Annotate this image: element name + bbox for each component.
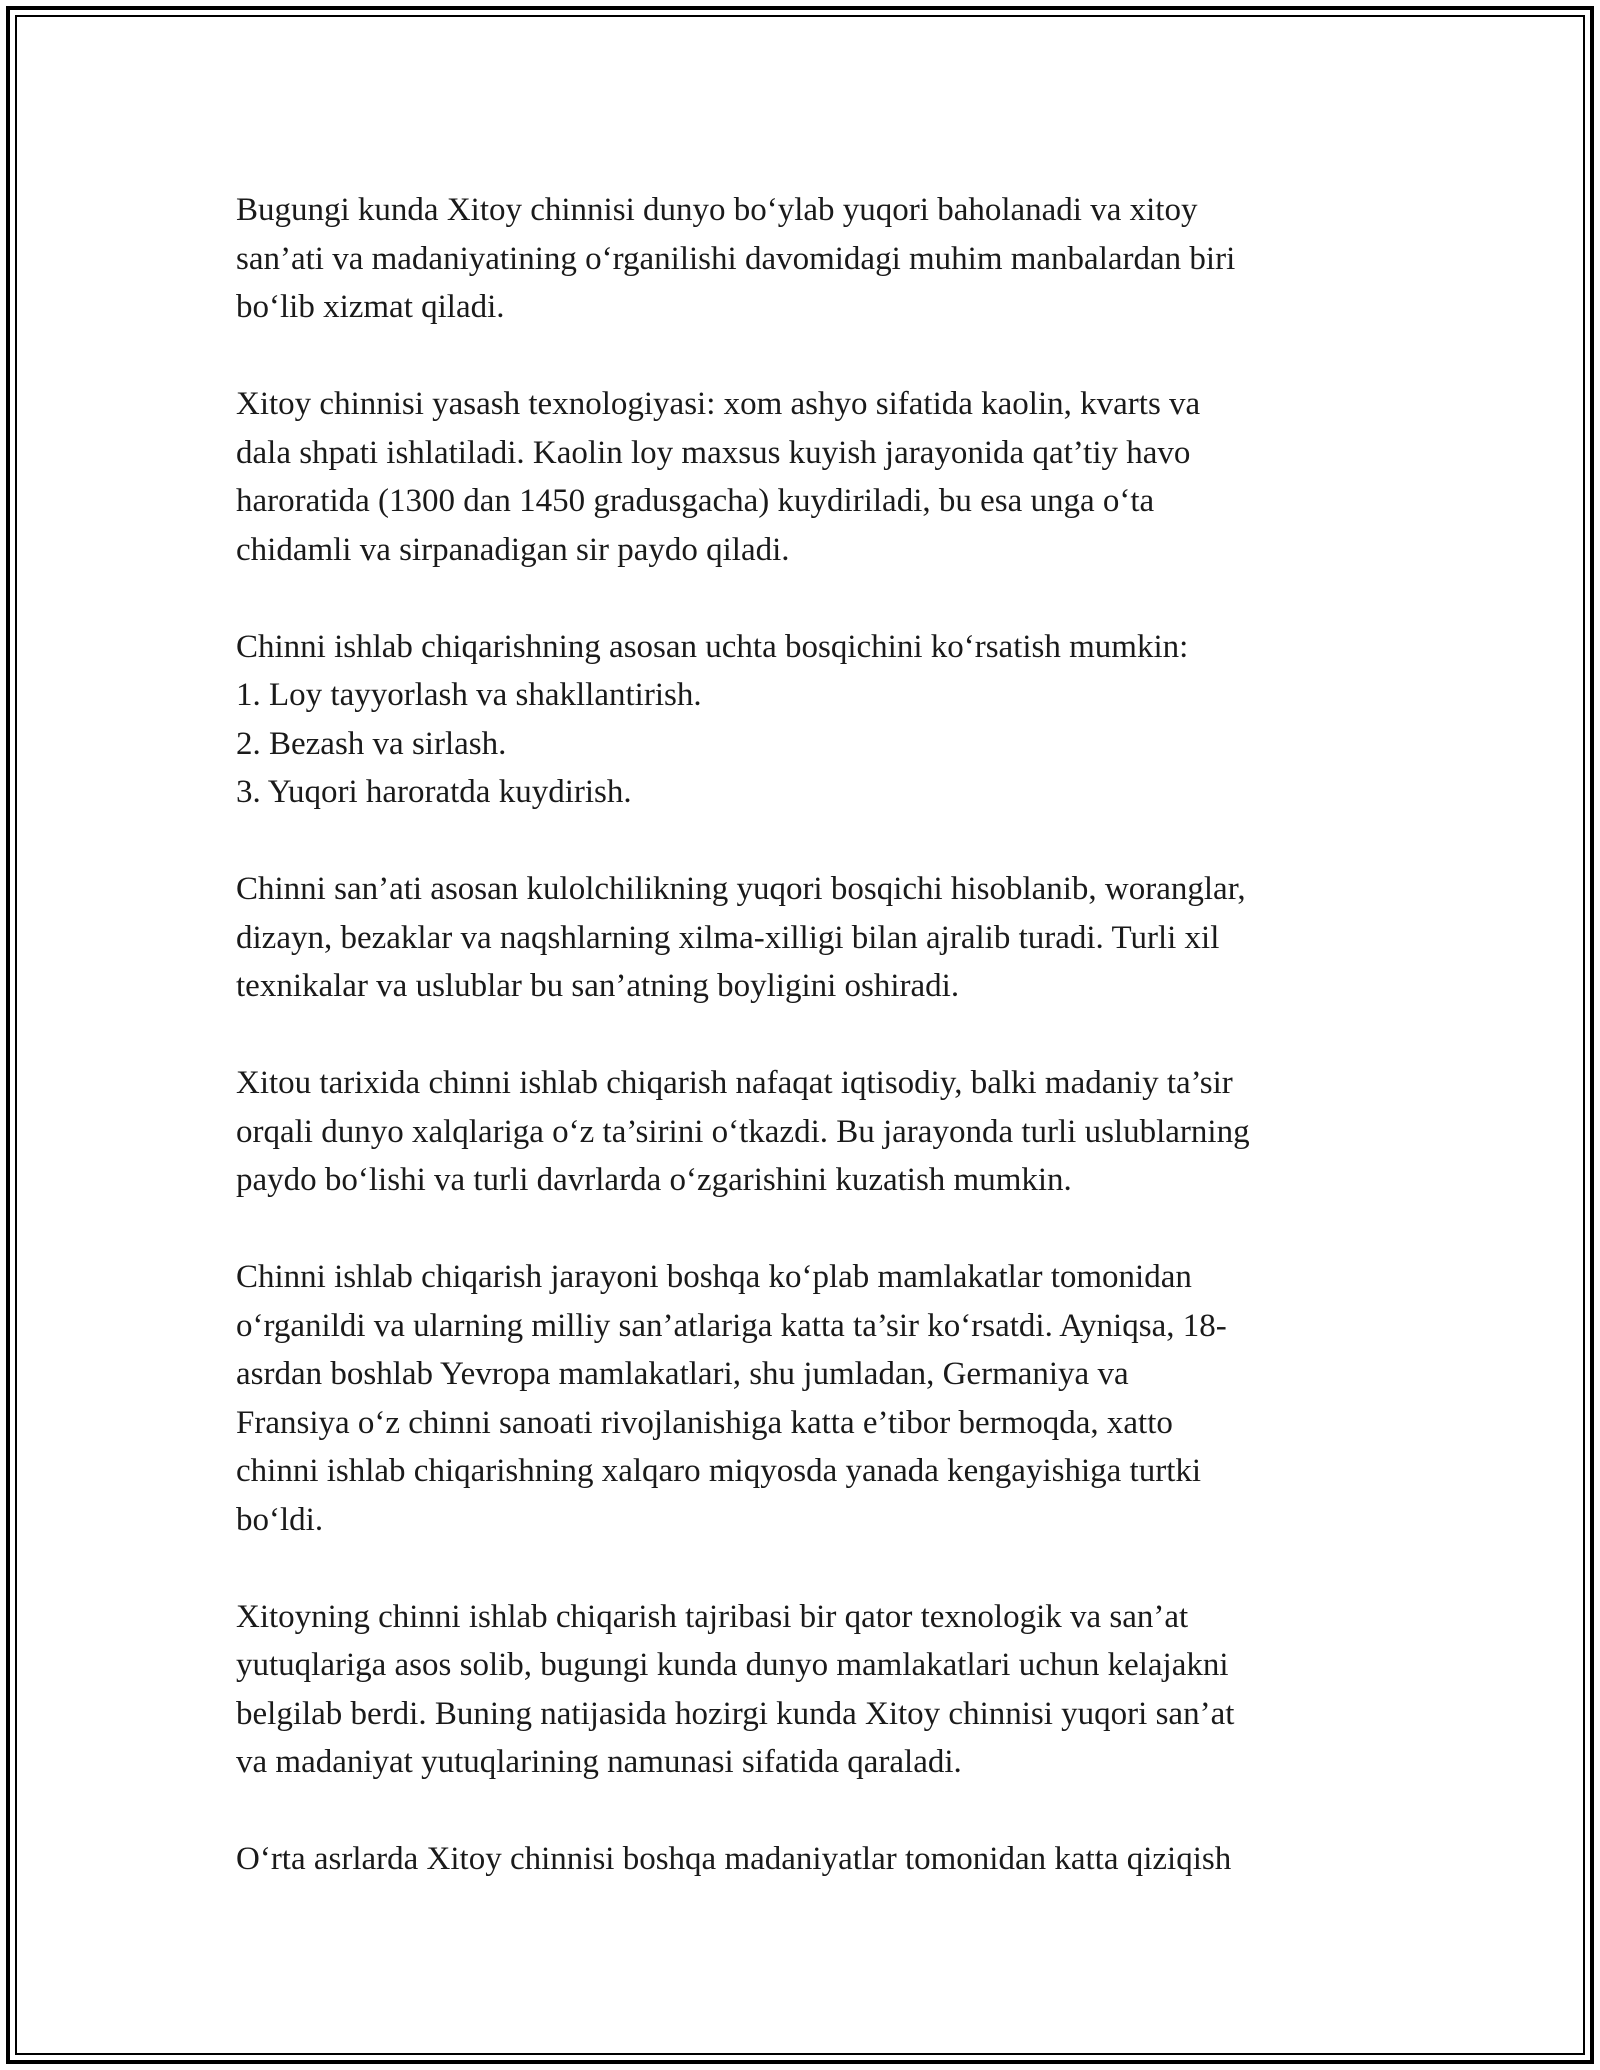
paragraph-6: Chinni ishlab chiqarish jarayoni boshqa ko‘plab mamlakatlar tomonidan o‘rganildi va ularning milliy san’atlariga katta ta’sir ko‘rsatdi. Ayniqsa, 18- asrdan boshlab Yevropa mamlakatlari, shu jumladan, Germaniya va Fransiya o‘z chinni sanoati rivojlanishiga katta e’tibor bermoqda, xatto chinni ishlab chiqarishning xalqaro miqyosda yanada kengayishiga turtki bo‘ldi. <box>236 1259 1227 1538</box>
paragraph-8: O‘rta asrlarda Xitoy chinnisi boshqa madaniyatlar tomonidan katta qiziqish <box>236 1841 1232 1877</box>
paragraph-1: Bugungi kunda Xitoy chinnisi dunyo bo‘ylab yuqori baholanadi va xitoy san’ati va madaniyatining o‘rganilishi davomidagi muhim manbalardan biri bo‘lib xizmat qiladi. <box>236 192 1236 325</box>
paragraph-4: Chinni san’ati asosan kulolchilikning yuqori bosqichi hisoblanib, woranglar, dizayn, bezaklar va naqshlarning xilma-xilligi bilan ajralib turadi. Turli xil texnikalar va uslublar bu san’atning boyligini oshiradi. <box>236 871 1246 1004</box>
paragraph-5: Xitou tarixida chinni ishlab chiqarish nafaqat iqtisodiy, balki madaniy ta’sir orqali dunyo xalqlariga o‘z ta’sirini o‘tkazdi. Bu jarayonda turli uslublarning paydo bo‘lishi va turli davrlarda o‘zgarishini kuzatish mumkin. <box>236 1065 1250 1198</box>
paragraph-7: Xitoyning chinni ishlab chiqarish tajribasi bir qator texnologik va san’at yutuqlariga asos solib, bugungi kunda dunyo mamlakatlari uchun kelajakni belgilab berdi. Buning natijasida hozirgi kunda Xitoy chinnisi yuqori san’at va madaniyat yutuqlarining namunasi sifatida qaraladi. <box>236 1598 1235 1780</box>
paragraph-3-steps-list: Chinni ishlab chiqarishning asosan uchta bosqichini ko‘rsatish mumkin: 1. Loy tayyorlash va shakllantirish. 2. Bezash va sirlash. 3. Yuqori haroratda kuydirish. <box>236 628 1189 810</box>
document-body <box>236 186 1386 1884</box>
paragraph-2: Xitoy chinnisi yasash texnologiyasi: xom ashyo sifatida kaolin, kvarts va dala shpati ishlatiladi. Kaolin loy maxsus kuyish jarayonida qat’tiy havo haroratida (1300 dan 1450 gradusgacha) kuydiriladi, bu esa unga o‘ta chidamli va sirpanadigan sir paydo qiladi. <box>236 386 1201 568</box>
